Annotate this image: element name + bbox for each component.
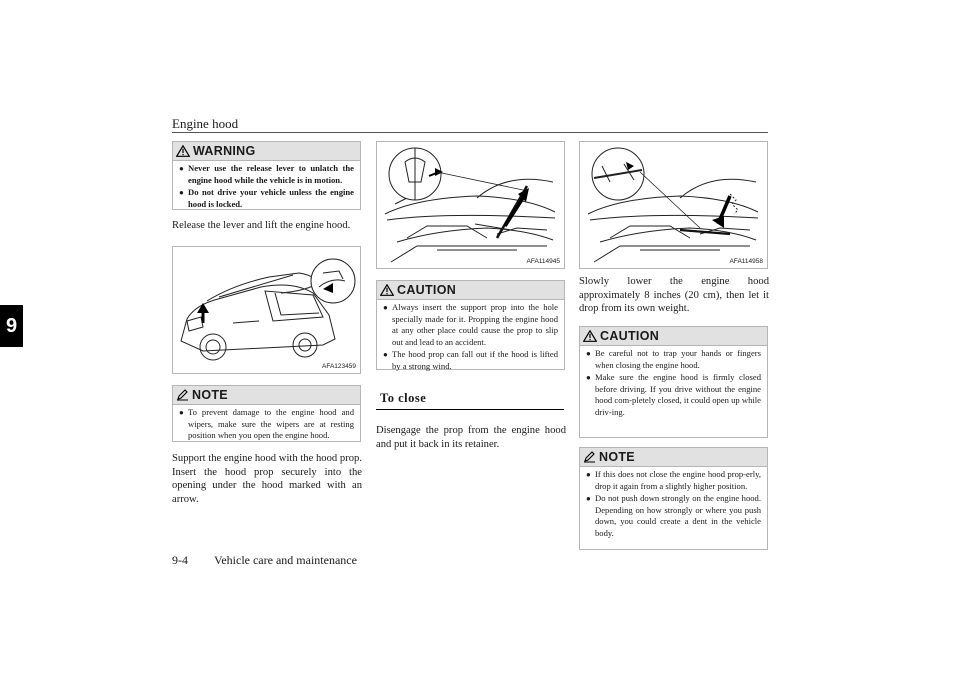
instruction-support-hood: Support the engine hood with the hood prop. Insert the hood prop securely into the opening under the hood marked with an arrow. xyxy=(172,453,362,505)
caution-triangle-icon xyxy=(583,330,597,342)
note-item: ● Do not push down strongly on the engine hood. Depending on how strongly or where you push down, you could create a dent in the vehicle body. xyxy=(586,493,761,538)
instruction-disengage-prop: Disengage the prop from the engine hood and put it back in its retainer. xyxy=(376,425,566,450)
bullet-dot-icon: ● xyxy=(586,349,591,358)
caution-box-header xyxy=(377,281,564,300)
caution-item: ● Always insert the support prop into the hole specially made for it. Propping the engine hood at any other place could cause the prop to slip out and lead to an accident. xyxy=(383,302,558,347)
warning-item: ● Do not drive your vehicle unless the engine hood is locked. xyxy=(179,187,354,209)
note-box xyxy=(579,447,768,550)
figure-code: AFA114945 xyxy=(526,258,560,265)
bullet-dot-icon: ● xyxy=(586,373,591,383)
bullet-dot-icon: ● xyxy=(586,494,591,504)
caution-item: ● Be careful not to trap your hands or fingers when closing the engine hood. xyxy=(586,348,761,370)
caution-item: ● Make sure the engine hood is firmly closed before driving. If you drive without the engine hood com-pletely closed, it could open up while driv-ing. xyxy=(586,372,761,417)
caution-box-header xyxy=(580,327,767,346)
caution-label: CAUTION xyxy=(397,283,457,297)
bullet-dot-icon: ● xyxy=(586,470,591,479)
figure-hood-prop xyxy=(376,141,565,269)
figure-code: AFA123459 xyxy=(322,363,356,370)
caution-box xyxy=(376,280,565,370)
caution-box xyxy=(579,326,768,438)
note-pencil-icon xyxy=(176,389,189,401)
prop-retainer-illustration xyxy=(580,142,768,269)
warning-item: ● Never use the release lever to unlatch the engine hood while the vehicle is in motion. xyxy=(179,163,354,185)
note-pencil-icon xyxy=(583,451,596,463)
note-box xyxy=(172,385,361,442)
footer-section-title: Vehicle care and maintenance xyxy=(214,553,357,567)
figure-code: AFA114958 xyxy=(729,258,763,265)
warning-box xyxy=(172,141,361,210)
chapter-tab: 9 xyxy=(0,305,23,347)
caution-item: ● The hood prop can fall out if the hood is lifted by a strong wind. xyxy=(383,349,558,371)
header-rule xyxy=(172,132,768,133)
bullet-dot-icon: ● xyxy=(383,350,388,360)
page-header-title: Engine hood xyxy=(172,116,239,131)
note-item: ● If this does not close the engine hood prop-erly, drop it again from a slightly higher position. xyxy=(586,469,761,491)
note-box-header xyxy=(580,448,767,467)
warning-box-header xyxy=(173,142,360,161)
bullet-dot-icon: ● xyxy=(179,188,184,198)
bullet-dot-icon: ● xyxy=(383,303,388,312)
figure-prop-retainer xyxy=(579,141,768,269)
note-box-header xyxy=(173,386,360,405)
hood-prop-illustration xyxy=(377,142,565,269)
bullet-dot-icon: ● xyxy=(179,408,184,417)
instruction-lower-hood: Slowly lower the engine hood approximately 8 inches (20 cm), then let it drop from its own weight. xyxy=(579,276,769,314)
caution-triangle-icon xyxy=(380,284,394,296)
caution-label: CAUTION xyxy=(600,329,660,343)
warning-label: WARNING xyxy=(193,144,256,158)
car-hood-open-illustration xyxy=(173,247,361,374)
bullet-dot-icon: ● xyxy=(179,164,184,173)
figure-release-lever xyxy=(172,246,361,374)
section-heading-to-close: To close xyxy=(376,388,564,410)
warning-triangle-icon xyxy=(176,145,190,157)
note-item: ● To prevent damage to the engine hood and wipers, make sure the wipers are at resting position when you open the engine hood. xyxy=(179,407,354,441)
note-label: NOTE xyxy=(599,450,635,464)
footer-page-number: 9-4 xyxy=(172,553,188,567)
instruction-release-lever: Release the lever and lift the engine hood. xyxy=(172,220,351,231)
note-label: NOTE xyxy=(192,388,228,402)
